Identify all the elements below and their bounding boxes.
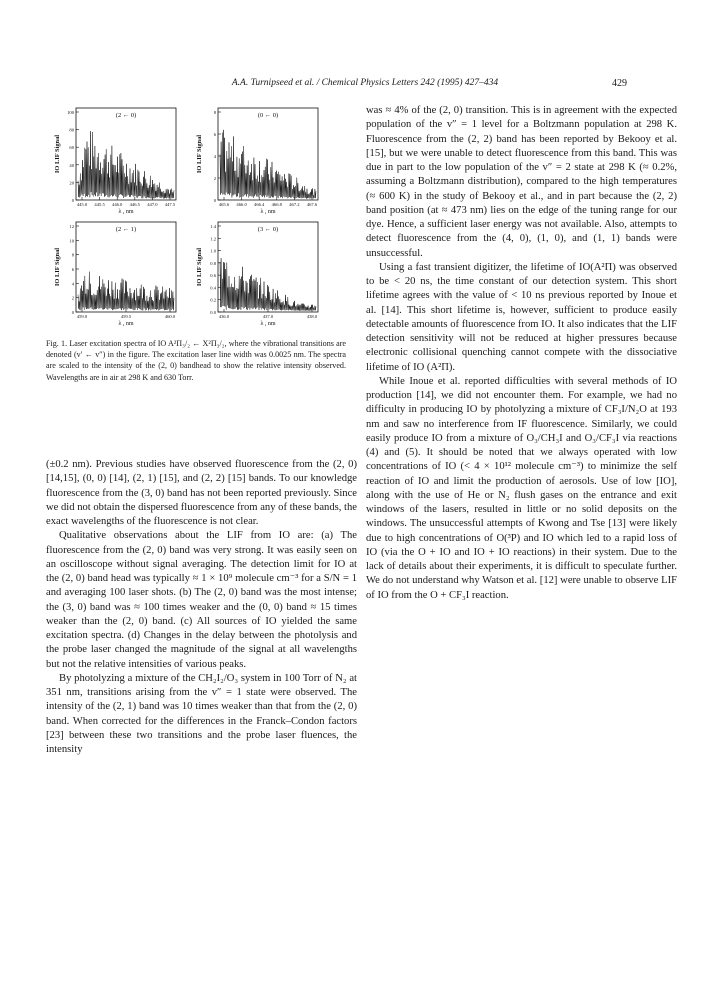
left-column xyxy=(46,458,357,757)
x-tick-label: 467.2 xyxy=(289,202,300,207)
x-axis-label: λ , nm xyxy=(260,209,276,215)
y-axis-label: IO LIF Signal xyxy=(196,247,203,287)
y-axis-label: IO LIF Signal xyxy=(54,134,61,174)
y-tick-label: 0.2 xyxy=(210,297,216,303)
running-head: A.A. Turnipseed et al. / Chemical Physics Letters 242 (1995) 427–434 xyxy=(231,78,499,88)
y-tick-label: 6 xyxy=(213,132,216,137)
page-number: 429 xyxy=(612,78,627,89)
y-tick-label: 0 xyxy=(213,198,216,203)
x-tick-label: 459.5 xyxy=(120,314,132,319)
spectrum-trace xyxy=(220,258,316,311)
band-label: (3 ← 0) xyxy=(257,226,279,233)
spectrum-trace xyxy=(220,130,316,199)
y-tick-label: 1.2 xyxy=(210,236,216,242)
y-axis-label: IO LIF Signal xyxy=(196,134,203,174)
spectra-figure xyxy=(46,100,346,336)
band-label: (2 ← 1) xyxy=(115,226,137,233)
paragraph: Qualitative observations about the LIF from IO are: (a) The fluorescence from the (2, 0) band was very strong. It was easily seen on an oscilloscope without signal averaging. The detection limit for IO at the (2, 0) band head was typically ≈ 1 × 10⁹ molecule cm⁻³ for a S/N = 1 and averaging 100 laser shots. (b) The (2, 0) band was the most intense; the (3, 0) band was ≈ 100 times weaker and the (0, 0) band ≈ 15 times weaker than the (2, 0) band. (c) All sources of IO yielded the same excitation spectra. (d) Changes in the delay between the photolysis and the probe laser changed the magnitude of the signal at all wavelengths but not the relative intensities of various peaks. xyxy=(46,530,357,670)
y-tick-label: 0.6 xyxy=(210,273,216,279)
x-tick-label: 437.0 xyxy=(262,314,274,319)
y-tick-label: 0.0 xyxy=(210,310,216,315)
x-tick-label: 446.5 xyxy=(129,202,140,207)
y-tick-label: 0 xyxy=(71,198,74,203)
spectrum-trace xyxy=(78,131,174,198)
y-tick-label: 0 xyxy=(71,310,74,315)
y-tick-label: 8 xyxy=(71,252,74,258)
plot-frame xyxy=(218,222,318,312)
x-tick-label: 446.0 xyxy=(112,202,123,207)
y-tick-label: 60 xyxy=(69,145,74,151)
x-tick-label: 445.5 xyxy=(94,202,105,207)
y-tick-label: 2 xyxy=(71,295,74,301)
spectrum-trace xyxy=(78,272,174,311)
y-tick-label: 4 xyxy=(213,154,216,159)
y-tick-label: 8 xyxy=(213,110,216,115)
y-tick-label: 80 xyxy=(69,127,74,133)
x-tick-label: 466.8 xyxy=(271,202,282,207)
y-axis-label: IO LIF Signal xyxy=(54,247,61,287)
x-tick-label: 438.0 xyxy=(306,314,318,319)
x-axis-label: λ , nm xyxy=(118,321,134,327)
paragraph: By photolyzing a mixture of the CH₂I₂/O₃ system in 100 Torr of N₂ at 351 nm, transitions arising from the v″ = 1 state were observed. The intensity of the (2, 1) band was 10 times weaker than that from the (2, 0) band. When corrected for the differences in the Franck–Condon factors [23] between these two transitions and the probe laser fluences, the intensity xyxy=(46,672,357,755)
x-tick-label: 459.0 xyxy=(76,314,88,319)
x-tick-label: 467.6 xyxy=(306,202,318,207)
y-tick-label: 20 xyxy=(69,180,74,186)
y-tick-label: 100 xyxy=(67,110,74,115)
x-tick-label: 447.5 xyxy=(164,202,176,207)
paragraph: Using a fast transient digitizer, the lifetime of IO(A²Π) was observed to be < 20 ns, the time constant of our detection system. This short lifetime agrees with the value of < 10 ns previous reported by Inoue et al. [14]. This short lifetime is, however, sufficient to produce easily detectable amounts of fluorescence from IO. It also indicates that the LIF detection sensitivity will not be reduced at higher pressures because electronic collisional quenching cannot compete with the dissociative lifetime of IO (A²Π). xyxy=(366,261,677,373)
x-tick-label: 465.6 xyxy=(218,202,230,207)
x-tick-label: 447.0 xyxy=(147,202,158,207)
y-tick-label: 10 xyxy=(69,238,74,244)
figure-caption: Fig. 1. Laser excitation spectra of IO A²Π₃/₂ ← X²Π₃/₂, where the vibrational transitions are denoted (v′ ← v″) in the figure. The excitation laser line width was 0.0025 nm. The spectra are scaled to the intensity of the (2, 0) bandhead to show the relative intensity observed. Wavelengths are in air at 298 K and 630 Torr. xyxy=(46,339,346,382)
y-tick-label: 6 xyxy=(71,267,74,272)
y-tick-label: 2 xyxy=(213,176,216,181)
x-tick-label: 460.0 xyxy=(164,314,176,319)
band-label: (2 ← 0) xyxy=(115,112,137,119)
y-tick-label: 1.0 xyxy=(210,248,216,254)
y-tick-label: 4 xyxy=(71,281,74,287)
x-tick-label: 466.0 xyxy=(236,202,247,207)
x-tick-label: 466.4 xyxy=(254,202,265,207)
y-tick-label: 0.4 xyxy=(210,285,216,291)
y-tick-label: 0.8 xyxy=(210,260,216,266)
y-tick-label: 12 xyxy=(69,224,74,229)
x-axis-label: λ , nm xyxy=(260,321,276,327)
figure-1 xyxy=(46,100,346,336)
y-tick-label: 40 xyxy=(69,162,74,168)
x-axis-label: λ , nm xyxy=(118,209,134,215)
paragraph: was ≈ 4% of the (2, 0) transition. This is in agreement with the expected population of the v″ = 1 level for a Boltzmann population at 298 K. Fluorescence from the (2, 2) band has been reported by Bekooy et al. [15], but we were unable to detect fluorescence from this band. This was due in part to the low population of the v″ = 2 state at 298 K (≈ 0.2%, assuming a Boltzmann distribution), compared to the high temperatures (≈ 600 K) in the study of Bekooy et al., and in part because the (2, 2) band position (at ≈ 473 nm) lies on the edge of the tuning range for our dye. Hence, a sufficient laser energy was not available. Also, attempts to detect fluorescence from the (4, 0), (1, 0), and (1, 1) bands were unsuccessful. xyxy=(366,105,677,259)
right-column xyxy=(366,104,677,603)
band-label: (0 ← 0) xyxy=(257,112,279,119)
y-tick-label: 1.4 xyxy=(210,224,216,229)
x-tick-label: 436.0 xyxy=(218,314,230,319)
paragraph: While Inoue et al. reported difficulties with several methods of IO production [14], we did not encounter them. For example, we had no difficulty in producing IO by photolyzing a mixture of CF₃I/N₂O at 193 nm and saw no interference from IF fluorescence. Similarly, we could easily produce IO from a mixture of O₃/CH₃I and O₃/CF₃I via reactions (4) and (5). It should be noted that we always operated with low concentrations of IO (< 4 × 10¹² molecule cm⁻³) to minimize the self reaction of IO and limit the production of aerosols. Use of low [IO], along with the use of He or N₂ flush gases on the entrance and exit windows of the lasers, resulted in little or no solid deposits on the windows. The unsuccessful attempts of Kwong and Tse [13] were likely due to high concentrations of O(³P) and IO which led to a rapid loss of IO (via the O + IO and IO + IO reactions) in their system. Due to the lack of details about their experiments, it is difficult to speculate further. We do not understand why Watson et al. [12] were unable to observe LIF of IO from the O + CF₃I reaction. xyxy=(366,375,677,601)
x-tick-label: 445.0 xyxy=(76,202,88,207)
paragraph: (±0.2 nm). Previous studies have observed fluorescence from the (2, 0) [14,15], (0, 0) [14], (2, 1) [15], and (2, 2) [15] bands. To our knowledge fluorescence from the (3, 0) band has not been reported previously. Since we did not obtain the dispersed fluorescence from any of these bands, the exact wavelengths of the fluorescence is not clear. xyxy=(46,459,357,527)
